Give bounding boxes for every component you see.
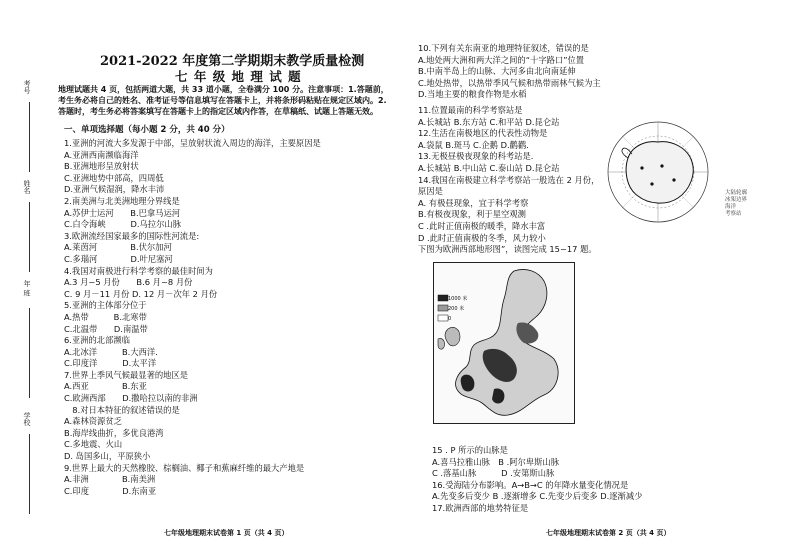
question-line: 15 . P 所示的山脉是 (432, 445, 508, 455)
instructions-line: 考生务必将自己的姓名、准考证号等信息填写在答题卡上，并将条形码粘贴在规定区域内。2. (58, 96, 387, 105)
question-line: 13.无极昼极夜现象的科考站是. (418, 151, 534, 162)
question-line: D .此时正值南极的冬季，风力较小 (418, 232, 546, 243)
name-line (29, 202, 30, 272)
left-question-column (64, 137, 404, 496)
exam-number-line (29, 102, 30, 172)
question-line: D. 岛国多山，平原狭小 (64, 451, 151, 462)
school-label: 学校 (23, 412, 31, 426)
question-line: 3.欧洲流经国家最多的国际性河流是: (64, 230, 200, 241)
question-line: C.多瑙河 D.叶尼塞河 (64, 253, 173, 264)
question-line: 10.下列有关东南亚的地理特征叙述，错误的是 (418, 43, 589, 53)
school-line (29, 434, 30, 514)
question-line: A.森林资源贫乏 (64, 416, 122, 427)
question-line: C.印度洋 D.太平洋 (64, 358, 157, 369)
question-line: C.亚洲地势中部高，四周低 (64, 172, 164, 183)
page-footer-right: 七年级地理期末试卷第 2 页（共 4 页） (546, 529, 671, 537)
europe-map-legend (448, 294, 467, 324)
antarctica-legend (725, 190, 747, 218)
question-line: B.有极夜现象，利于星空观测 (418, 209, 526, 220)
question-line: A.喜马拉雅山脉 B .阿尔卑斯山脉 (432, 456, 559, 467)
question-line: A.非洲 B.南美洲 (64, 474, 156, 485)
west-europe-map-svg (434, 263, 574, 423)
class-line (29, 308, 30, 398)
question-line: 11.位置最南的科学考察站是 (418, 105, 523, 115)
question-line: 14.我国在南极建立科学考察站一般选在 2 月份， (418, 174, 600, 185)
question-line: C. 9 月－11 月份 D. 12 月－次年 2 月份 (64, 288, 218, 299)
antarctica-map (602, 118, 722, 230)
legend-item: 冰架边界 (725, 197, 748, 203)
question-line: B.海岸线曲折，多优良港湾 (64, 427, 164, 438)
question-line: A.长城站 B.东方站 C.和平站 D.昆仑站 (418, 116, 560, 127)
legend-1000: 1000 米 (448, 296, 468, 302)
legend-item: 海洋 (725, 204, 737, 210)
question-line: 16.受海陆分布影响。A→B→C 的年降水量变化情况是 (432, 479, 629, 490)
page-footer-left: 七年级地理期末试卷第 1 页（共 4 页） (164, 529, 289, 537)
exam-number-label: 考号 (23, 80, 31, 94)
question-line: C.白令海峡 D.乌拉尔山脉 (64, 219, 182, 230)
question-line: C .此时正值南极的暖季，降水丰富 (418, 220, 546, 231)
binding-strip (10, 40, 50, 540)
right-question-column-bottom (432, 444, 782, 514)
name-label: 姓名 (23, 180, 31, 194)
question-line: A.莱茵河 B.伏尔加河 (64, 242, 172, 253)
question-line: A.热带 B.北寒带 (64, 311, 147, 322)
question-line: 7.世界上季风气候最显著的地区是 (64, 369, 189, 380)
instructions (58, 84, 389, 117)
question-line: A.北冰洋 B.大西洋. (64, 346, 158, 357)
question-line: A.长城站 B.中山站 C.泰山站 D.昆仑站 (418, 162, 560, 173)
question-line: 4.我国对南极进行科学考察的最佳时间为 (64, 265, 213, 276)
question-line: A.先变多后变少 B .逐渐增多 C.先变少后变多 D.逐渐减少 (432, 491, 643, 502)
question-line: A. 有极昼现象，宜于科学考察 (418, 197, 529, 208)
instructions-line: 答题时，考生务必将答案填写在答题卡上的指定区域内作答，在草稿纸、试题上答题无效。 (58, 107, 378, 116)
question-line: C.多地震、火山 (64, 439, 123, 450)
question-line: D.当地主要的粮食作物是水稻 (418, 89, 527, 100)
right-question-column-middle (418, 104, 778, 255)
question-line: B.中南半岛上的山脉、大河多由北向南延伸 (418, 66, 576, 77)
question-line: C.北温带 D.南温带 (64, 323, 148, 334)
question-line: 1.亚洲的河流大多发源于中部，呈放射状流入周边的海洋，主要原因是 (64, 138, 321, 148)
right-question-column-top (418, 42, 778, 100)
question-line: 17.欧洲西部的地势特征是 (432, 502, 529, 513)
section-title: 一、单项选择题（每小题 2 分，共 40 分） (64, 125, 230, 135)
question-line: A.亚洲西南濒临海洋 (64, 149, 139, 160)
legend-item: 大陆轮廓 (725, 190, 748, 196)
question-line: 2.南美洲与北美洲地理分界线是 (64, 195, 180, 206)
legend-0: 0 (448, 316, 452, 322)
exam-title: 2021-2022 年度第二学期期末教学质量检测 (100, 54, 365, 69)
question-line: 6.亚洲的北部濒临 (64, 335, 130, 346)
west-europe-terrain-map (433, 262, 575, 424)
question-line: A.地处两大洲和两大洋之间的“十字路口”位置 (418, 54, 585, 65)
antarctica-map-svg (602, 118, 722, 230)
question-line: A.苏伊士运河 B.巴拿马运河 (64, 207, 181, 218)
instructions-line: 地理试题共 4 页，包括两道大题，共 33 道小题，全卷满分 100 分。注意事项：1.答题前， (58, 85, 389, 94)
question-line: A.3 月~5 月份 B.6 月~8 月份 (64, 277, 193, 288)
question-line: A.袋鼠 B.斑马 C.企鹅 D.鹳鹳. (418, 139, 529, 150)
legend-item: 考察站 (725, 211, 742, 217)
question-line: D.亚洲气候湿润，降水丰沛 (64, 184, 165, 195)
question-line: C .落基山脉 D .安第斯山脉 (432, 468, 555, 479)
exam-subtitle: 七 年 级 地 理 试 题 (175, 69, 302, 84)
question-line: 下图为欧洲西部地形图”，读图完成 15~17 题。 (418, 244, 597, 255)
question-line: 9.世界上最大的天然橡胶、棕榈油、椰子和蕉麻纤维的最大产地是 (64, 462, 305, 473)
question-line: 5.亚洲的主体部分位于 (64, 300, 147, 311)
legend-200: 200 米 (448, 306, 465, 312)
question-line: C.欧洲西部 D.撒哈拉以南的非洲 (64, 393, 198, 404)
question-line: 原因是 (418, 186, 443, 197)
question-line: 12.生活在南极地区的代表性动物是 (418, 128, 548, 139)
class-label: 年 班 (23, 280, 31, 297)
question-line: B.亚洲地形呈放射状 (64, 161, 139, 172)
question-line: C.印度 D.东南亚 (64, 485, 157, 496)
question-line: 8.对日本特征的叙述错误的是 (64, 404, 180, 415)
question-line: A.西亚 B.东亚 (64, 381, 147, 392)
question-line: C.地处热带，以热带季风气候和热带雨林气候为主 (418, 77, 601, 88)
